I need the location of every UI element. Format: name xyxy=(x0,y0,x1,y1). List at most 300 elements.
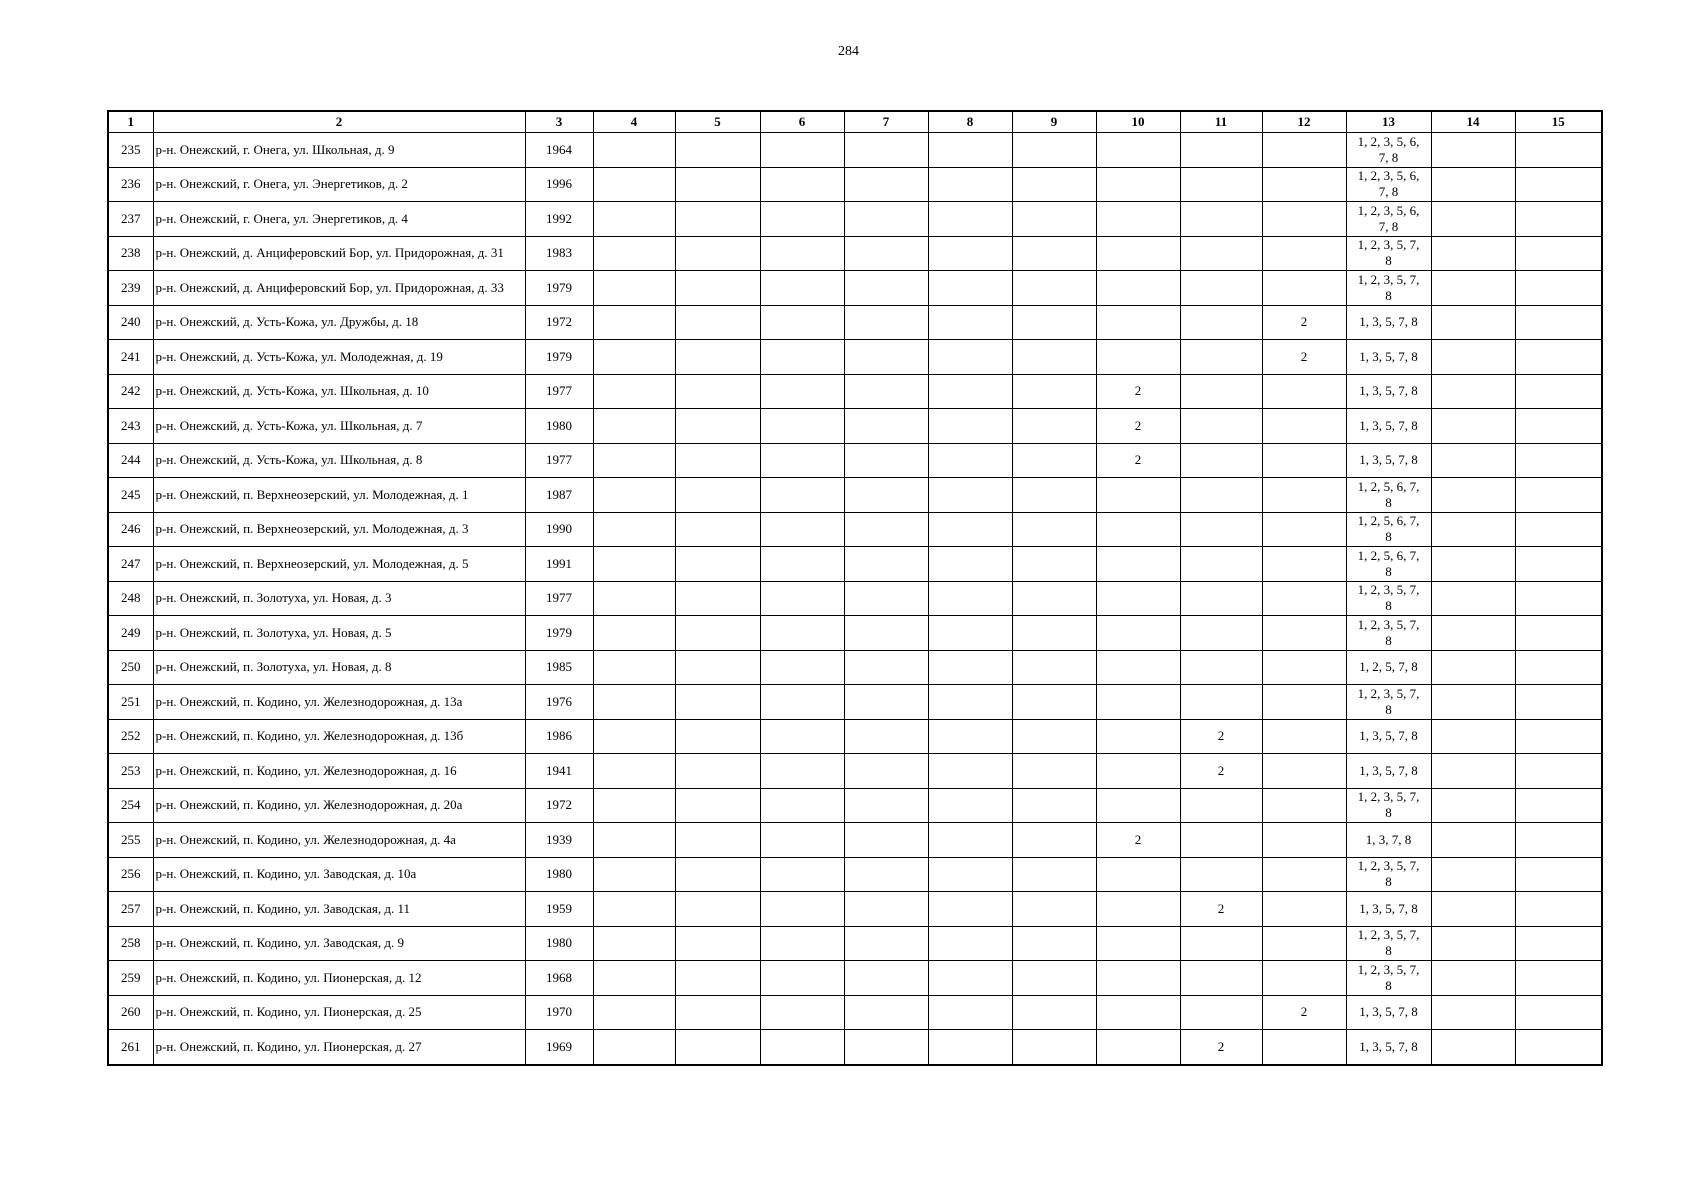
col-14-cell xyxy=(1431,374,1515,409)
col-15-cell xyxy=(1515,202,1602,237)
col-13-cell: 1, 2, 3, 5, 7, 8 xyxy=(1346,271,1431,306)
col-10-cell xyxy=(1096,926,1180,961)
col-13-cell: 1, 2, 3, 5, 7, 8 xyxy=(1346,236,1431,271)
address-cell: р-н. Онежский, г. Онега, ул. Школьная, д. 9 xyxy=(153,133,525,168)
col-14-cell xyxy=(1431,547,1515,582)
col-7-cell xyxy=(844,167,928,202)
column-header: 11 xyxy=(1180,111,1262,133)
col-7-cell xyxy=(844,340,928,375)
row-number-cell: 255 xyxy=(108,823,153,858)
col-5-cell xyxy=(675,409,760,444)
col-6-cell xyxy=(760,616,844,651)
col-13-cell: 1, 3, 5, 7, 8 xyxy=(1346,892,1431,927)
col-6-cell xyxy=(760,374,844,409)
col-11-cell xyxy=(1180,512,1262,547)
address-cell: р-н. Онежский, д. Усть-Кожа, ул. Дружбы, д. 18 xyxy=(153,305,525,340)
col-15-cell xyxy=(1515,1030,1602,1065)
col-9-cell xyxy=(1012,719,1096,754)
col-9-cell xyxy=(1012,443,1096,478)
col-9-cell xyxy=(1012,788,1096,823)
col-9-cell xyxy=(1012,236,1096,271)
table-row xyxy=(108,685,1602,720)
col-11-cell: 2 xyxy=(1180,754,1262,789)
year-cell: 1996 xyxy=(525,167,593,202)
col-14-cell xyxy=(1431,340,1515,375)
col-10-cell xyxy=(1096,512,1180,547)
col-4-cell xyxy=(593,581,675,616)
col-5-cell xyxy=(675,202,760,237)
col-13-cell: 1, 2, 3, 5, 6, 7, 8 xyxy=(1346,167,1431,202)
address-cell: р-н. Онежский, п. Золотуха, ул. Новая, д. 3 xyxy=(153,581,525,616)
col-12-cell xyxy=(1262,892,1346,927)
col-11-cell: 2 xyxy=(1180,1030,1262,1065)
address-cell: р-н. Онежский, г. Онега, ул. Энергетиков, д. 4 xyxy=(153,202,525,237)
col-6-cell xyxy=(760,305,844,340)
col-6-cell xyxy=(760,236,844,271)
col-12-cell xyxy=(1262,857,1346,892)
year-cell: 1991 xyxy=(525,547,593,582)
col-7-cell xyxy=(844,823,928,858)
col-14-cell xyxy=(1431,236,1515,271)
col-10-cell xyxy=(1096,478,1180,513)
col-14-cell xyxy=(1431,271,1515,306)
col-11-cell xyxy=(1180,685,1262,720)
year-cell: 1979 xyxy=(525,616,593,651)
row-number-cell: 253 xyxy=(108,754,153,789)
col-15-cell xyxy=(1515,236,1602,271)
col-13-cell: 1, 3, 5, 7, 8 xyxy=(1346,305,1431,340)
col-4-cell xyxy=(593,961,675,996)
year-cell: 1977 xyxy=(525,443,593,478)
col-8-cell xyxy=(928,167,1012,202)
col-13-cell: 1, 2, 3, 5, 6, 7, 8 xyxy=(1346,133,1431,168)
col-7-cell xyxy=(844,236,928,271)
col-10-cell xyxy=(1096,995,1180,1030)
col-12-cell xyxy=(1262,926,1346,961)
col-9-cell xyxy=(1012,892,1096,927)
col-6-cell xyxy=(760,995,844,1030)
col-8-cell xyxy=(928,926,1012,961)
col-12-cell xyxy=(1262,374,1346,409)
col-4-cell xyxy=(593,236,675,271)
col-15-cell xyxy=(1515,478,1602,513)
year-cell: 1983 xyxy=(525,236,593,271)
col-8-cell xyxy=(928,133,1012,168)
table-row xyxy=(108,823,1602,858)
col-13-cell: 1, 2, 3, 5, 7, 8 xyxy=(1346,685,1431,720)
col-6-cell xyxy=(760,202,844,237)
col-10-cell xyxy=(1096,271,1180,306)
col-12-cell xyxy=(1262,650,1346,685)
table-row xyxy=(108,961,1602,996)
col-8-cell xyxy=(928,892,1012,927)
col-4-cell xyxy=(593,374,675,409)
col-9-cell xyxy=(1012,547,1096,582)
col-13-cell: 1, 2, 3, 5, 7, 8 xyxy=(1346,961,1431,996)
col-7-cell xyxy=(844,271,928,306)
col-11-cell xyxy=(1180,202,1262,237)
col-8-cell xyxy=(928,512,1012,547)
year-cell: 1987 xyxy=(525,478,593,513)
col-13-cell: 1, 2, 3, 5, 7, 8 xyxy=(1346,581,1431,616)
col-15-cell xyxy=(1515,133,1602,168)
col-14-cell xyxy=(1431,167,1515,202)
col-14-cell xyxy=(1431,133,1515,168)
col-14-cell xyxy=(1431,823,1515,858)
col-14-cell xyxy=(1431,788,1515,823)
col-11-cell xyxy=(1180,961,1262,996)
col-5-cell xyxy=(675,995,760,1030)
col-8-cell xyxy=(928,961,1012,996)
col-12-cell xyxy=(1262,823,1346,858)
col-8-cell xyxy=(928,857,1012,892)
col-8-cell xyxy=(928,236,1012,271)
col-15-cell xyxy=(1515,857,1602,892)
table-row xyxy=(108,374,1602,409)
col-6-cell xyxy=(760,133,844,168)
col-9-cell xyxy=(1012,961,1096,996)
table-row xyxy=(108,547,1602,582)
col-12-cell: 2 xyxy=(1262,305,1346,340)
row-number-cell: 237 xyxy=(108,202,153,237)
col-7-cell xyxy=(844,685,928,720)
address-cell: р-н. Онежский, п. Кодино, ул. Пионерская, д. 27 xyxy=(153,1030,525,1065)
col-8-cell xyxy=(928,754,1012,789)
col-7-cell xyxy=(844,719,928,754)
address-cell: р-н. Онежский, п. Кодино, ул. Пионерская, д. 12 xyxy=(153,961,525,996)
col-11-cell xyxy=(1180,409,1262,444)
row-number-cell: 235 xyxy=(108,133,153,168)
row-number-cell: 245 xyxy=(108,478,153,513)
col-7-cell xyxy=(844,547,928,582)
col-14-cell xyxy=(1431,926,1515,961)
col-11-cell xyxy=(1180,236,1262,271)
table-row xyxy=(108,857,1602,892)
col-7-cell xyxy=(844,995,928,1030)
row-number-cell: 250 xyxy=(108,650,153,685)
year-cell: 1992 xyxy=(525,202,593,237)
col-15-cell xyxy=(1515,892,1602,927)
col-5-cell xyxy=(675,236,760,271)
col-10-cell xyxy=(1096,754,1180,789)
col-9-cell xyxy=(1012,995,1096,1030)
row-number-cell: 247 xyxy=(108,547,153,582)
row-number-cell: 257 xyxy=(108,892,153,927)
col-8-cell xyxy=(928,374,1012,409)
col-11-cell: 2 xyxy=(1180,892,1262,927)
col-11-cell xyxy=(1180,926,1262,961)
address-cell: р-н. Онежский, п. Верхнеозерский, ул. Молодежная, д. 1 xyxy=(153,478,525,513)
col-11-cell xyxy=(1180,478,1262,513)
col-15-cell xyxy=(1515,305,1602,340)
col-8-cell xyxy=(928,581,1012,616)
table-row xyxy=(108,616,1602,651)
col-13-cell: 1, 3, 5, 7, 8 xyxy=(1346,443,1431,478)
table-row xyxy=(108,650,1602,685)
year-cell: 1968 xyxy=(525,961,593,996)
table-row xyxy=(108,133,1602,168)
col-14-cell xyxy=(1431,719,1515,754)
col-4-cell xyxy=(593,788,675,823)
col-6-cell xyxy=(760,1030,844,1065)
col-15-cell xyxy=(1515,374,1602,409)
col-11-cell xyxy=(1180,581,1262,616)
col-9-cell xyxy=(1012,823,1096,858)
col-9-cell xyxy=(1012,167,1096,202)
col-6-cell xyxy=(760,754,844,789)
col-15-cell xyxy=(1515,512,1602,547)
col-6-cell xyxy=(760,478,844,513)
col-12-cell xyxy=(1262,409,1346,444)
col-5-cell xyxy=(675,926,760,961)
col-6-cell xyxy=(760,547,844,582)
col-15-cell xyxy=(1515,788,1602,823)
col-5-cell xyxy=(675,305,760,340)
col-6-cell xyxy=(760,512,844,547)
col-13-cell: 1, 2, 5, 6, 7, 8 xyxy=(1346,512,1431,547)
col-15-cell xyxy=(1515,167,1602,202)
col-10-cell xyxy=(1096,685,1180,720)
col-12-cell xyxy=(1262,202,1346,237)
col-5-cell xyxy=(675,512,760,547)
col-13-cell: 1, 3, 5, 7, 8 xyxy=(1346,719,1431,754)
year-cell: 1939 xyxy=(525,823,593,858)
table-row xyxy=(108,512,1602,547)
col-11-cell xyxy=(1180,547,1262,582)
col-6-cell xyxy=(760,788,844,823)
year-cell: 1976 xyxy=(525,685,593,720)
col-5-cell xyxy=(675,616,760,651)
col-5-cell xyxy=(675,133,760,168)
col-11-cell xyxy=(1180,340,1262,375)
column-header: 8 xyxy=(928,111,1012,133)
col-14-cell xyxy=(1431,305,1515,340)
address-cell: р-н. Онежский, д. Усть-Кожа, ул. Молодежная, д. 19 xyxy=(153,340,525,375)
address-cell: р-н. Онежский, п. Верхнеозерский, ул. Молодежная, д. 5 xyxy=(153,547,525,582)
column-header: 6 xyxy=(760,111,844,133)
col-8-cell xyxy=(928,305,1012,340)
column-header: 5 xyxy=(675,111,760,133)
col-7-cell xyxy=(844,961,928,996)
col-14-cell xyxy=(1431,892,1515,927)
row-number-cell: 249 xyxy=(108,616,153,651)
col-12-cell: 2 xyxy=(1262,340,1346,375)
col-13-cell: 1, 3, 5, 7, 8 xyxy=(1346,374,1431,409)
col-6-cell xyxy=(760,892,844,927)
column-header: 4 xyxy=(593,111,675,133)
col-10-cell xyxy=(1096,581,1180,616)
col-7-cell xyxy=(844,892,928,927)
col-7-cell xyxy=(844,754,928,789)
col-13-cell: 1, 2, 3, 5, 6, 7, 8 xyxy=(1346,202,1431,237)
col-11-cell xyxy=(1180,616,1262,651)
col-9-cell xyxy=(1012,926,1096,961)
col-5-cell xyxy=(675,374,760,409)
col-10-cell xyxy=(1096,1030,1180,1065)
table-row xyxy=(108,202,1602,237)
column-header: 14 xyxy=(1431,111,1515,133)
col-15-cell xyxy=(1515,547,1602,582)
col-14-cell xyxy=(1431,409,1515,444)
table-row xyxy=(108,478,1602,513)
col-8-cell xyxy=(928,202,1012,237)
col-12-cell xyxy=(1262,754,1346,789)
year-cell: 1985 xyxy=(525,650,593,685)
col-9-cell xyxy=(1012,512,1096,547)
col-4-cell xyxy=(593,271,675,306)
housing-register-table xyxy=(107,110,1603,1066)
table-row xyxy=(108,788,1602,823)
col-4-cell xyxy=(593,719,675,754)
col-6-cell xyxy=(760,823,844,858)
column-header: 10 xyxy=(1096,111,1180,133)
col-11-cell xyxy=(1180,857,1262,892)
col-11-cell xyxy=(1180,374,1262,409)
col-14-cell xyxy=(1431,995,1515,1030)
col-11-cell xyxy=(1180,995,1262,1030)
col-10-cell xyxy=(1096,857,1180,892)
col-4-cell xyxy=(593,650,675,685)
col-13-cell: 1, 3, 5, 7, 8 xyxy=(1346,409,1431,444)
col-9-cell xyxy=(1012,202,1096,237)
col-11-cell xyxy=(1180,823,1262,858)
row-number-cell: 244 xyxy=(108,443,153,478)
row-number-cell: 256 xyxy=(108,857,153,892)
col-5-cell xyxy=(675,581,760,616)
col-14-cell xyxy=(1431,650,1515,685)
column-header: 12 xyxy=(1262,111,1346,133)
col-5-cell xyxy=(675,167,760,202)
col-7-cell xyxy=(844,512,928,547)
col-12-cell xyxy=(1262,167,1346,202)
col-4-cell xyxy=(593,995,675,1030)
table-row xyxy=(108,167,1602,202)
col-7-cell xyxy=(844,478,928,513)
address-cell: р-н. Онежский, п. Кодино, ул. Железнодорожная, д. 13б xyxy=(153,719,525,754)
table-row xyxy=(108,1030,1602,1065)
col-5-cell xyxy=(675,685,760,720)
col-11-cell xyxy=(1180,271,1262,306)
col-13-cell: 1, 2, 3, 5, 7, 8 xyxy=(1346,926,1431,961)
col-8-cell xyxy=(928,409,1012,444)
col-10-cell xyxy=(1096,167,1180,202)
address-cell: р-н. Онежский, п. Кодино, ул. Заводская, д. 11 xyxy=(153,892,525,927)
col-14-cell xyxy=(1431,202,1515,237)
col-12-cell xyxy=(1262,133,1346,168)
col-10-cell: 2 xyxy=(1096,409,1180,444)
col-10-cell xyxy=(1096,616,1180,651)
col-10-cell: 2 xyxy=(1096,443,1180,478)
col-13-cell: 1, 2, 5, 6, 7, 8 xyxy=(1346,547,1431,582)
col-13-cell: 1, 3, 5, 7, 8 xyxy=(1346,995,1431,1030)
col-6-cell xyxy=(760,685,844,720)
col-12-cell xyxy=(1262,271,1346,306)
col-8-cell xyxy=(928,547,1012,582)
col-11-cell: 2 xyxy=(1180,719,1262,754)
col-8-cell xyxy=(928,650,1012,685)
table-row xyxy=(108,340,1602,375)
address-cell: р-н. Онежский, п. Золотуха, ул. Новая, д. 5 xyxy=(153,616,525,651)
page-number: 284 xyxy=(838,44,859,59)
col-6-cell xyxy=(760,719,844,754)
col-13-cell: 1, 3, 5, 7, 8 xyxy=(1346,754,1431,789)
col-6-cell xyxy=(760,409,844,444)
year-cell: 1980 xyxy=(525,926,593,961)
col-13-cell: 1, 3, 5, 7, 8 xyxy=(1346,1030,1431,1065)
col-8-cell xyxy=(928,616,1012,651)
col-8-cell xyxy=(928,788,1012,823)
col-5-cell xyxy=(675,754,760,789)
address-cell: р-н. Онежский, г. Онега, ул. Энергетиков, д. 2 xyxy=(153,167,525,202)
col-13-cell: 1, 2, 5, 7, 8 xyxy=(1346,650,1431,685)
col-14-cell xyxy=(1431,443,1515,478)
col-7-cell xyxy=(844,857,928,892)
col-13-cell: 1, 2, 3, 5, 7, 8 xyxy=(1346,857,1431,892)
col-9-cell xyxy=(1012,1030,1096,1065)
col-6-cell xyxy=(760,581,844,616)
col-4-cell xyxy=(593,926,675,961)
row-number-cell: 238 xyxy=(108,236,153,271)
address-cell: р-н. Онежский, п. Кодино, ул. Железнодорожная, д. 16 xyxy=(153,754,525,789)
col-12-cell xyxy=(1262,581,1346,616)
col-12-cell xyxy=(1262,547,1346,582)
row-number-cell: 246 xyxy=(108,512,153,547)
year-cell: 1970 xyxy=(525,995,593,1030)
col-7-cell xyxy=(844,133,928,168)
col-15-cell xyxy=(1515,995,1602,1030)
col-4-cell xyxy=(593,616,675,651)
col-9-cell xyxy=(1012,754,1096,789)
address-cell: р-н. Онежский, п. Кодино, ул. Железнодорожная, д. 4а xyxy=(153,823,525,858)
col-8-cell xyxy=(928,685,1012,720)
table-body xyxy=(108,133,1602,1065)
col-10-cell xyxy=(1096,719,1180,754)
col-4-cell xyxy=(593,133,675,168)
col-4-cell xyxy=(593,340,675,375)
address-cell: р-н. Онежский, п. Кодино, ул. Пионерская, д. 25 xyxy=(153,995,525,1030)
col-12-cell xyxy=(1262,719,1346,754)
address-cell: р-н. Онежский, д. Анциферовский Бор, ул. Придорожная, д. 31 xyxy=(153,236,525,271)
table-row xyxy=(108,271,1602,306)
col-11-cell xyxy=(1180,443,1262,478)
address-cell: р-н. Онежский, д. Усть-Кожа, ул. Школьная, д. 7 xyxy=(153,409,525,444)
col-4-cell xyxy=(593,167,675,202)
col-14-cell xyxy=(1431,478,1515,513)
col-15-cell xyxy=(1515,685,1602,720)
col-4-cell xyxy=(593,685,675,720)
row-number-cell: 242 xyxy=(108,374,153,409)
col-9-cell xyxy=(1012,305,1096,340)
col-11-cell xyxy=(1180,788,1262,823)
year-cell: 1980 xyxy=(525,409,593,444)
col-6-cell xyxy=(760,857,844,892)
row-number-cell: 241 xyxy=(108,340,153,375)
col-7-cell xyxy=(844,1030,928,1065)
col-5-cell xyxy=(675,961,760,996)
column-header: 7 xyxy=(844,111,928,133)
col-14-cell xyxy=(1431,616,1515,651)
col-10-cell xyxy=(1096,892,1180,927)
row-number-cell: 252 xyxy=(108,719,153,754)
col-6-cell xyxy=(760,961,844,996)
col-12-cell xyxy=(1262,685,1346,720)
col-7-cell xyxy=(844,926,928,961)
col-10-cell xyxy=(1096,305,1180,340)
column-header: 9 xyxy=(1012,111,1096,133)
col-6-cell xyxy=(760,271,844,306)
col-15-cell xyxy=(1515,926,1602,961)
col-9-cell xyxy=(1012,374,1096,409)
